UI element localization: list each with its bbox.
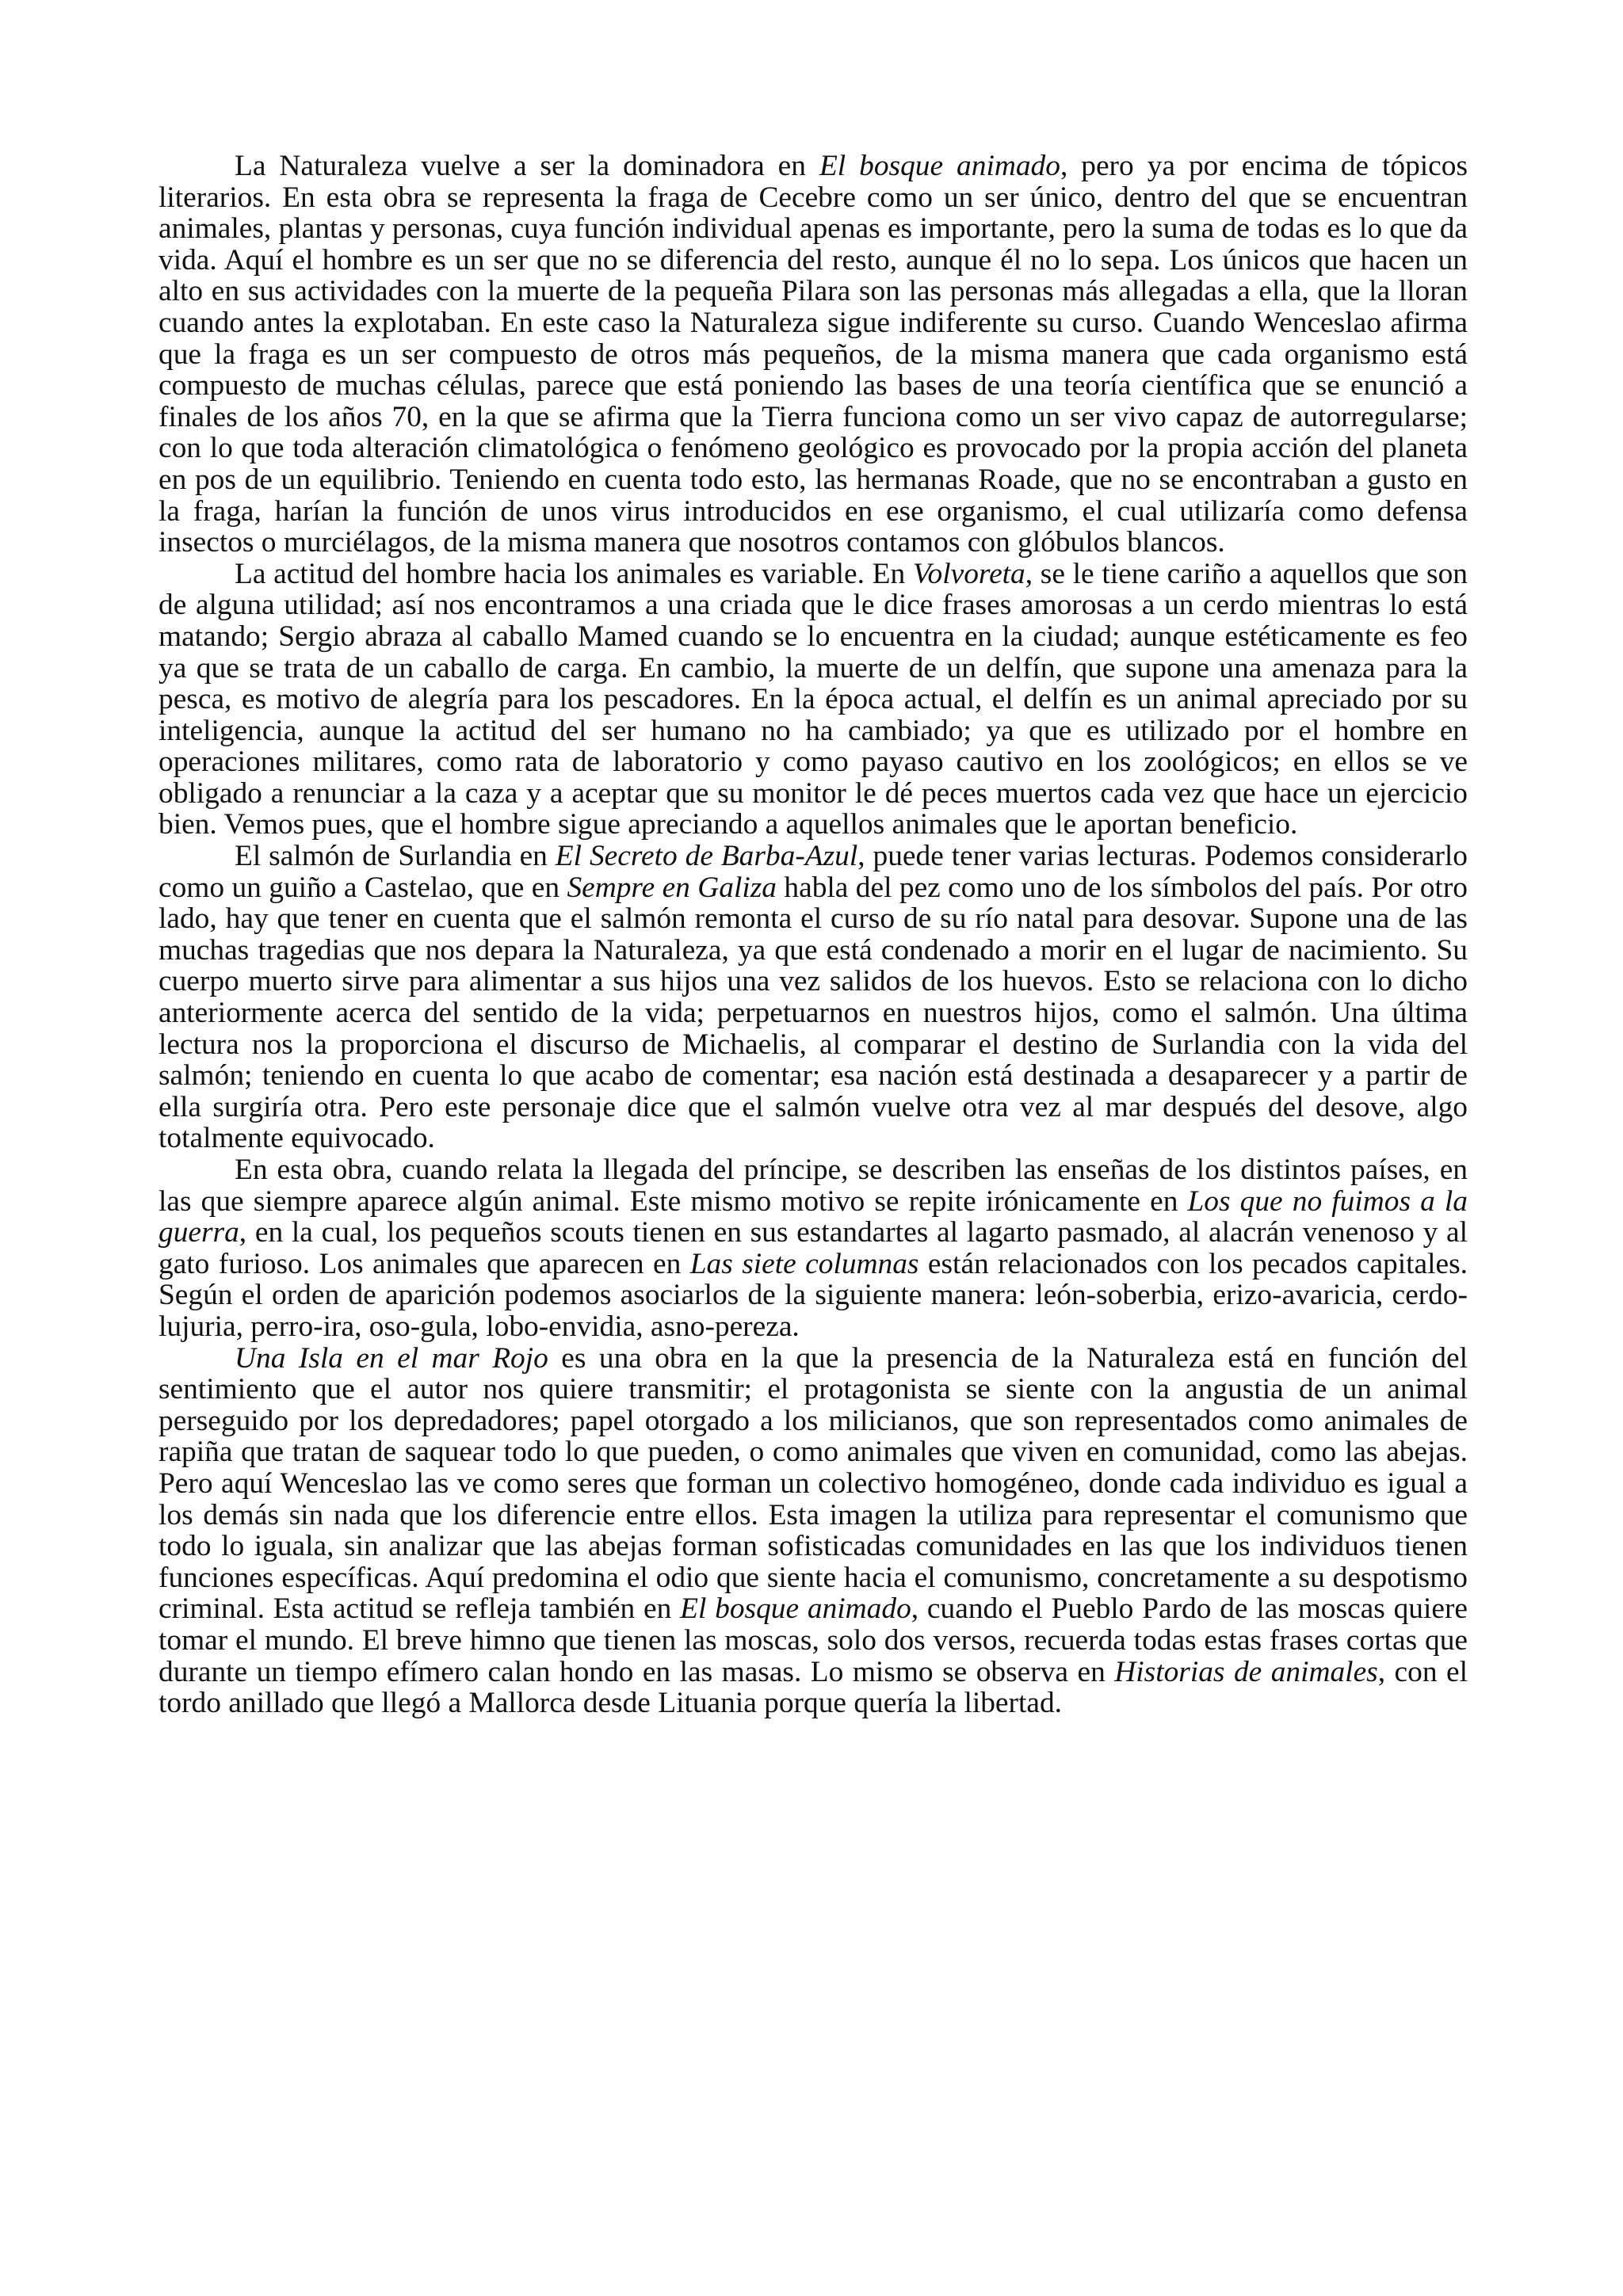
paragraph-5 [158, 1343, 1468, 1719]
text-run: es una obra en la que la presencia de la Naturaleza está en función del sentimiento que el autor nos quiere transmitir; el protagonista se siente con la angustia de un animal perseguido por los depredadores; papel otorgado a los milicianos, que son representados como animales de rapiña que tratan de saquear todo lo que pueden, o como animales que viven en comunidad, como las abejas. Pero aquí Wenceslao las ve como seres que forman un colectivo homogéneo, donde cada individuo es igual a los demás sin nada que los diferencie entre ellos. Esta imagen la utiliza para representar el comunismo que todo lo iguala, sin analizar que las abejas forman sofisticadas comunidades en las que los individuos tienen funciones específicas. Aquí predomina el odio que siente hacia el comunismo, concretamente a su despotismo criminal. Esta actitud se refleja también en [158, 1341, 1468, 1626]
text-run: , se le tiene cariño a aquellos que son de alguna utilidad; así nos encontramos a una criada que le dice frases amorosas a un cerdo mientras lo está matando; Sergio abraza al caballo Mamed cuando se lo encuentra en la ciudad; aunque estéticamente es feo ya que se trata de un caballo de carga. En cambio, la muerte de un delfín, que supone una amenaza para la pesca, es motivo de alegría para los pescadores. En la época actual, el delfín es un animal apreciado por su inteligencia, aunque la actitud del ser humano no ha cambiado; ya que es utilizado por el hombre en operaciones militares, como rata de laboratorio y como payaso cautivo en los zoológicos; en ellos se ve obligado a renunciar a la caza y a aceptar que su monitor le dé peces muertos cada vez que hace un ejercicio bien. Vemos pues, que el hombre sigue apreciando a aquellos animales que le aportan beneficio. [158, 557, 1468, 841]
paragraph-4 [158, 1154, 1468, 1343]
text-run: La actitud del hombre hacia los animales es variable. En [235, 557, 913, 590]
text-run: , pero ya por encima de tópicos literarios. En esta obra se representa la fraga de Cecebre como un ser único, dentro del que se encuentran animales, plantas y personas, cuya función individual apenas es importante, pero la suma de todas es lo que da vida. Aquí el hombre es un ser que no se diferencia del resto, aunque él no lo sepa. Los únicos que hacen un alto en sus actividades con la muerte de la pequeña Pilara son las personas más allegadas a ella, que la lloran cuando antes la explotaban. En este caso la Naturaleza sigue indiferente su curso. Cuando Wenceslao afirma que la fraga es un ser compuesto de otros más pequeños, de la misma manera que cada organismo está compuesto de muchas células, parece que está poniendo las bases de una teoría científica que se enunció a finales de los años 70, en la que se afirma que la Tierra funciona como un ser vivo capaz de autorregularse; con lo que toda alteración climatológica o fenómeno geológico es provocado por la propia acción del planeta en pos de un equilibrio. Teniendo en cuenta todo esto, las hermanas Roade, que no se encontraban a gusto en la fraga, harían la función de unos virus introducidos en ese organismo, el cual utilizaría como defensa insectos o murciélagos, de la misma manera que nosotros contamos con glóbulos blancos. [158, 150, 1468, 559]
text-run: La Naturaleza vuelve a ser la dominadora en [235, 150, 819, 182]
document-page [158, 151, 1468, 1719]
book-title-el-bosque-animado: El bosque animado [819, 150, 1060, 182]
paragraph-1 [158, 151, 1468, 559]
text-run: , puede tener varias lecturas. Podemos considerarlo como un guiño a Castelao, que en [158, 840, 1468, 904]
book-title-el-bosque-animado: El bosque animado [680, 1592, 911, 1626]
book-title-las-siete-columnas: Las siete columnas [689, 1247, 919, 1280]
paragraph-2 [158, 559, 1468, 841]
book-title-los-que-no-fuimos-a-la-guerra: Los que no fuimos a la guerra [158, 1184, 1468, 1249]
text-run: habla del pez como uno de los símbolos del país. Por otro lado, hay que tener en cuenta que el salmón remonta el curso de su río natal para desovar. Supone una de las muchas tragedias que nos depara la Naturaleza, ya que está condenado a morir en el lugar de nacimiento. Su cuerpo muerto sirve para alimentar a sus hijos una vez salidos de los huevos. Esto se relaciona con lo dicho anteriormente acerca del sentido de la vida; perpetuarnos en nuestros hijos, como el salmón. Una última lectura nos la proporciona el discurso de Michaelis, al comparar el destino de Surlandia con la vida del salmón; teniendo en cuenta lo que acabo de comentar; esa nación está destinada a desaparecer y a partir de ella surgiría otra. Pero este personaje dice que el salmón vuelve otra vez al mar después del desove, algo totalmente equivocado. [158, 871, 1468, 1155]
text-run: están relacionados con los pecados capitales. Según el orden de aparición podemos asociarlos de la siguiente manera: león-soberbia, erizo-avaricia, cerdo-lujuria, perro-ira, oso-gula, lobo-envidia, asno-pereza. [158, 1247, 1468, 1343]
text-run: , cuando el Pueblo Pardo de las moscas quiere tomar el mundo. El breve himno que tienen las moscas, solo dos versos, recuerda todas estas frases cortas que durante un tiempo efímero calan hondo en las masas. Lo mismo se observa en [158, 1592, 1468, 1688]
text-run: , con el tordo anillado que llegó a Mallorca desde Lituania porque quería la libertad. [158, 1655, 1468, 1720]
paragraph-3 [158, 841, 1468, 1154]
book-title-historias-de-animales: Historias de animales [1114, 1655, 1378, 1688]
text-run: , en la cual, los pequeños scouts tienen en sus estandartes al lagarto pasmado, al alacrán venenoso y al gato furioso. Los animales que aparecen en [158, 1216, 1468, 1280]
book-title-volvoreta: Volvoreta [912, 557, 1025, 590]
book-title-una-isla-en-el-mar-rojo: Una Isla en el mar Rojo [235, 1341, 548, 1375]
text-run: En esta obra, cuando relata la llegada del príncipe, se describen las enseñas de los distintos países, en las que siempre aparece algún animal. Este mismo motivo se repite irónicamente en [158, 1154, 1468, 1218]
book-title-sempre-en-galiza: Sempre en Galiza [567, 871, 777, 904]
text-run: El salmón de Surlandia en [235, 840, 556, 873]
book-title-el-secreto-de-barba-azul: El Secreto de Barba-Azul [555, 840, 858, 873]
